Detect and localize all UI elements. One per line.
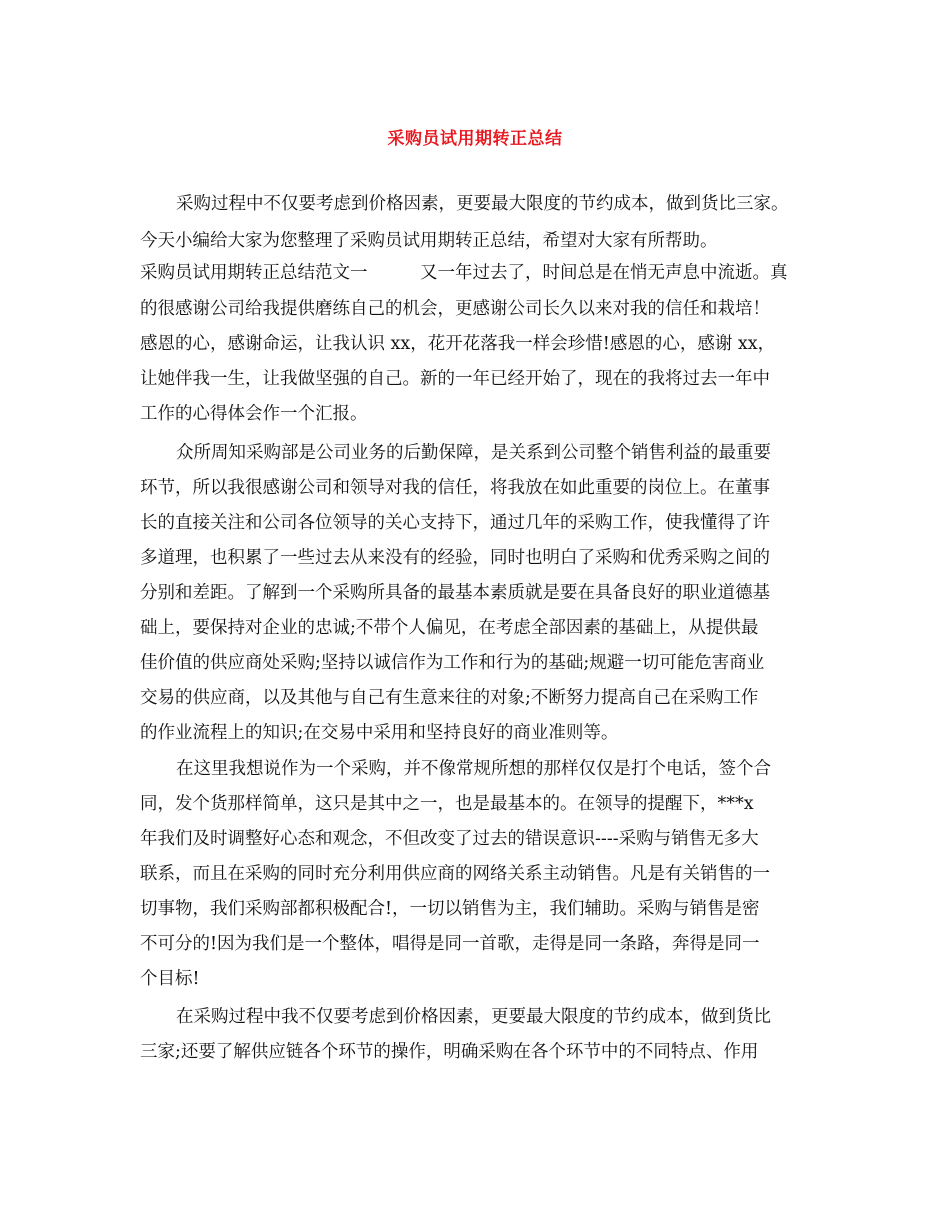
- text-line: 采购过程中不仅要考虑到价格因素，更要最大限度的节约成本，做到货比三家。: [176, 194, 789, 214]
- text-line: 今天小编给大家为您整理了采购员试用期转正总结，希望对大家有所帮助。: [140, 231, 718, 251]
- text-line: 交易的供应商，以及其他与自己有生意来往的对象;不断努力提高自己在采购工作: [140, 688, 759, 708]
- text-line: 在这里我想说作为一个采购，并不像常规所想的那样仅仅是打个电话，签个合: [176, 759, 771, 779]
- text-line: 多道理，也积累了一些过去从来没有的经验，同时也明白了采购和优秀采购之间的: [140, 548, 770, 568]
- text-line: 切事物，我们采购部都积极配合!，一切以销售为主，我们辅助。采购与销售是密: [140, 899, 760, 919]
- text-line: 础上，要保持对企业的忠诚;不带个人偏见，在考虑全部因素的基础上，从提供最: [140, 618, 759, 638]
- text-line: 三家;还要了解供应链各个环节的操作，明确采购在各个环节中的不同特点、作用: [140, 1042, 759, 1062]
- text-line: 在采购过程中我不仅要考虑到价格因素，更要最大限度的节约成本，做到货比: [176, 1007, 771, 1027]
- text-line: 同，发个货那样简单，这只是其中之一，也是最基本的。在领导的提醒下，***x: [140, 794, 754, 814]
- text-line: 的很感谢公司给我提供磨练自己的机会，更感谢公司长久以来对我的信任和栽培！: [140, 299, 770, 319]
- text-line: 环节，所以我很感谢公司和领导对我的信任，将我放在如此重要的岗位上。在董事: [140, 478, 770, 498]
- text-line: 不可分的!因为我们是一个整体，唱得是同一首歌，走得是同一条路，奔得是同一: [140, 934, 760, 954]
- text-line: 年我们及时调整好心态和观念，不但改变了过去的错误意识----采购与销售无多大: [140, 829, 759, 849]
- text-line: 感恩的心，感谢命运，让我认识 xx，花开花落我一样会珍惜!感恩的心，感谢 xx，: [140, 334, 776, 354]
- text-line: 众所周知采购部是公司业务的后勤保障，是关系到公司整个销售利益的最重要: [176, 443, 771, 463]
- text-line: 让她伴我一生，让我做坚强的自己。新的一年已经开始了，现在的我将过去一年中: [140, 369, 770, 389]
- text-line: 个目标!: [140, 969, 200, 989]
- text-line: 分别和差距。了解到一个采购所具备的最基本素质就是要在具备良好的职业道德基: [140, 583, 770, 603]
- text-line: 长的直接关注和公司各位领导的关心支持下，通过几年的采购工作，使我懂得了许: [140, 513, 770, 533]
- text-line: 的作业流程上的知识;在交易中采用和坚持良好的商业准则等。: [140, 723, 619, 743]
- text-line: 佳价值的供应商处采购;坚持以诚信作为工作和行为的基础;规避一切可能危害商业: [140, 653, 765, 673]
- text-line: 工作的心得体会作一个汇报。: [140, 404, 368, 424]
- text-line: 联系，而且在采购的同时充分利用供应商的网络关系主动销售。凡是有关销售的一: [140, 864, 770, 884]
- text-line: 采购员试用期转正总结范文一 又一年过去了，时间总是在悄无声息中流逝。真: [140, 263, 788, 283]
- document-title: 采购员试用期转正总结: [387, 129, 563, 149]
